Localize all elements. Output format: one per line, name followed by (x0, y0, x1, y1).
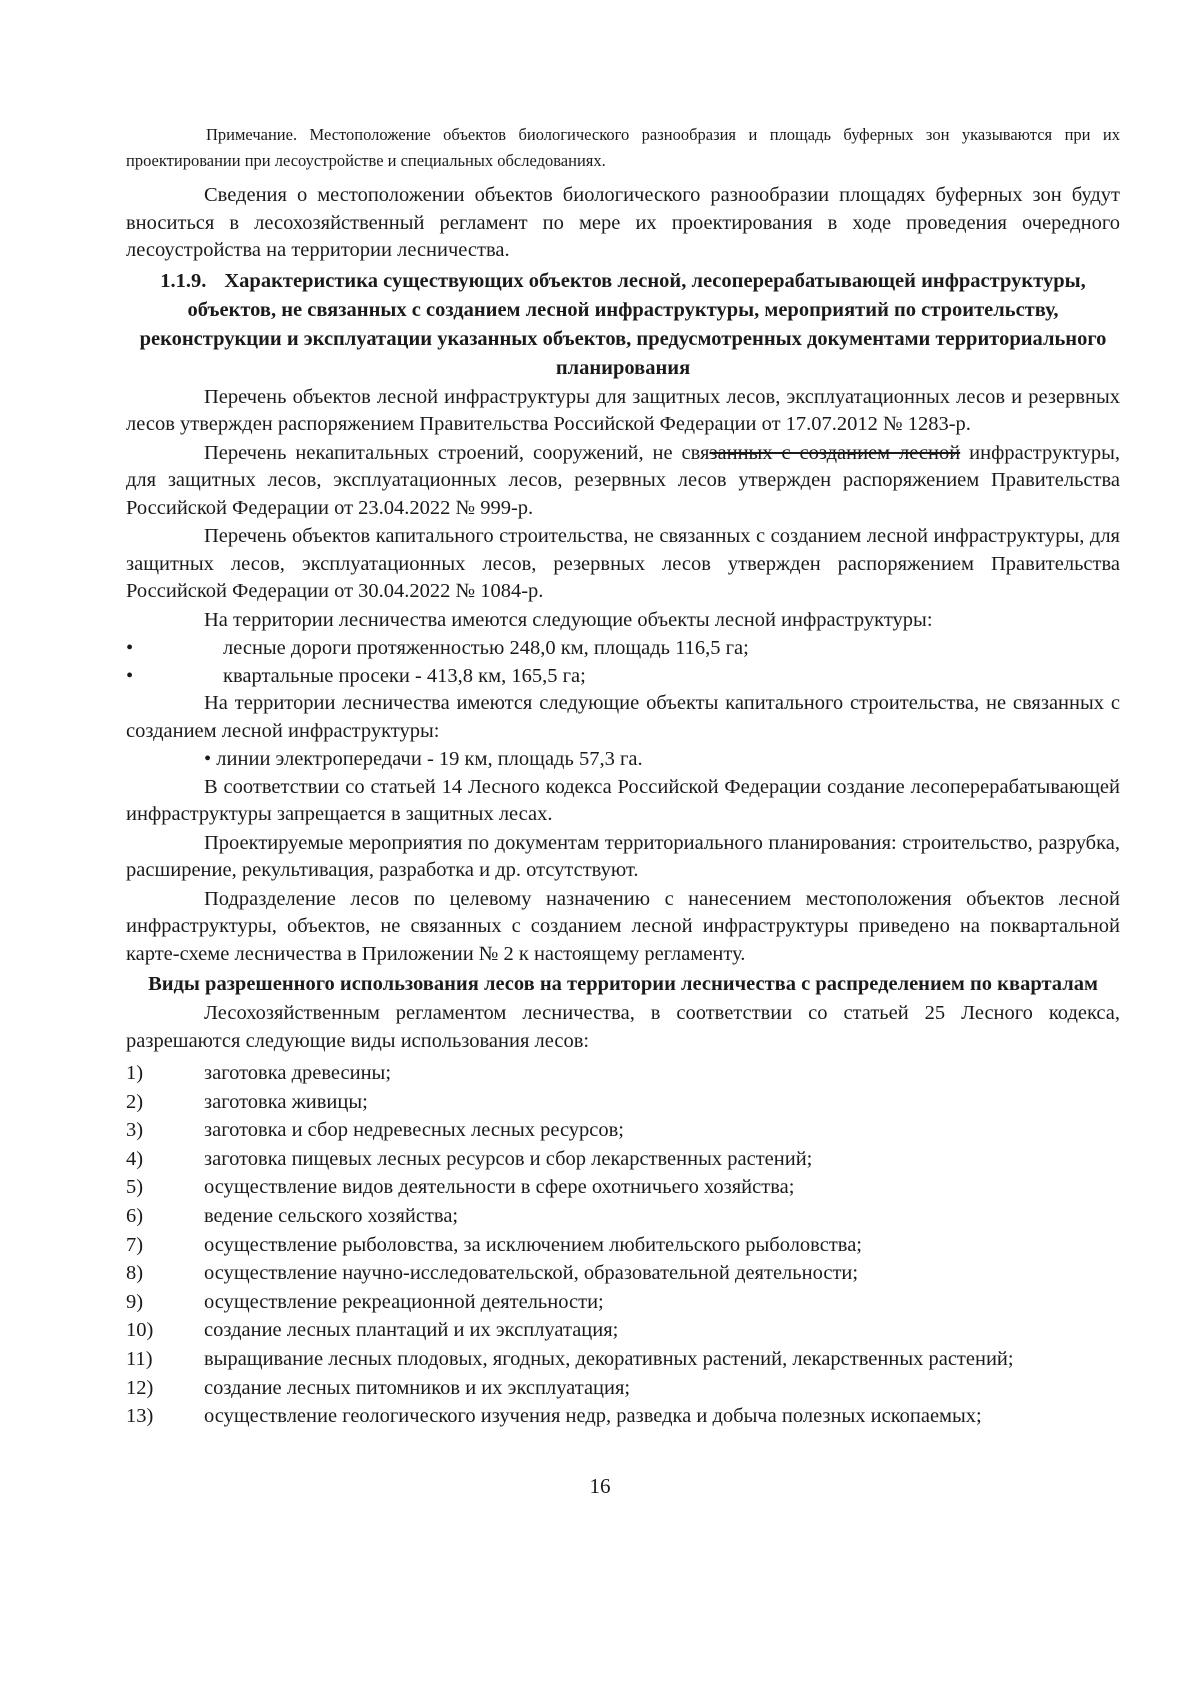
list-item-number: 6) (126, 1204, 144, 1227)
list-item-number: 3) (126, 1119, 144, 1142)
paragraph-territory-infra: На территории лесничества имеются следующие объекты лесной инфраструктуры: (204, 608, 933, 631)
paragraph-forest-infra-list: Перечень объектов лесной инфраструктуры для защитных лесов, эксплуатационных лесов и резервных лесов утвержден распоряжением Правительства Российской Федерации от 17.07.2012 № 1283-р. (126, 385, 1120, 435)
list-item (126, 1288, 1120, 1317)
list-item-number: 9) (126, 1290, 144, 1313)
list-item-number: 1) (126, 1062, 144, 1084)
list-item-text: создание лесных питомников и их эксплуатация; (204, 1376, 631, 1399)
list-item-text: создание лесных плантаций и их эксплуатация; (204, 1319, 619, 1342)
list-item-text: заготовка и сбор недревесных лесных ресурсов; (204, 1119, 624, 1142)
paragraph-planned-measures: Проектируемые мероприятия по документам территориального планирования: строительство, разрубка, расширение, рекультивация, разработка и др. отсутствуют. (126, 831, 1120, 881)
list-item (126, 1173, 1120, 1202)
list-item-text: осуществление геологического изучения недр, разведка и добыча полезных ископаемых; (204, 1405, 982, 1428)
infra-bullet-item (126, 635, 1120, 663)
bullet-mark: • (126, 637, 134, 659)
section-heading (126, 267, 1120, 383)
list-item (126, 1231, 1120, 1260)
list-item-text: выращивание лесных плодовых, ягодных, декоративных растений, лекарственных растений; (204, 1347, 1014, 1370)
list-item-number: 10) (126, 1319, 154, 1342)
paragraph-subdivision: Подразделение лесов по целевому назначению с нанесением местоположения объектов лесной инфраструктуры, объектов, не связанных с созданием лесной инфраструктуры приведено на поквартальной карте-схеме лесничества в Приложении № 2 к настоящему регламенту. (126, 887, 1120, 965)
paragraph-territory-capital: На территории лесничества имеются следующие объекты капитального строительства, не связанных с созданием лесной инфраструктуры: (126, 692, 1120, 742)
list-item (126, 1374, 1120, 1403)
capital-item: • линии электропередачи - 19 км, площадь 57,3 га. (204, 748, 643, 770)
list-item-number: 13) (126, 1405, 154, 1428)
list-item (126, 1059, 1120, 1088)
page-number: 16 (589, 1474, 611, 1498)
list-item (126, 1259, 1120, 1288)
list-item-text: заготовка пищевых лесных ресурсов и сбор лекарственных растений; (204, 1147, 813, 1170)
paragraph-biodiversity: Сведения о местоположении объектов биологического разнообразии площадях буферных зон будут вноситься в лесохозяйственный регламент по мере их проектирования в ходе проведения очередного лесоустройства на территории лесничества. (126, 184, 1120, 261)
section-title: Характеристика существующих объектов лесной, лесоперерабатывающей инфраструктуры, объектов, не связанных с созданием лесной инфраструктуры, мероприятий по строительству, реконструкции и эксплуатации указанных объектов, предусмотренных документами территориального планирования (139, 269, 1107, 379)
list-item-number: 5) (126, 1176, 144, 1199)
uses-heading: Виды разрешенного использования лесов на территории лесничества с распределением по кварталам (148, 973, 1098, 995)
list-item-text: осуществление видов деятельности в сфере охотничьего хозяйства; (204, 1176, 795, 1199)
list-item-text: заготовка древесины; (204, 1062, 392, 1084)
list-item (126, 1088, 1120, 1117)
list-item-number: 7) (126, 1233, 144, 1256)
list-item-number: 12) (126, 1376, 154, 1399)
bullet-text: квартальные просеки - 413,8 км, 165,5 га; (223, 664, 586, 687)
list-item-number: 2) (126, 1090, 144, 1113)
bullet-text: лесные дороги протяженностью 248,0 км, площадь 116,5 га; (223, 637, 749, 659)
list-item-number: 4) (126, 1147, 144, 1170)
paragraph-capital-list: Перечень объектов капитального строительства, не связанных с созданием лесной инфраструктуры, для защитных лесов, эксплуатационных лесов, резервных лесов утвержден распоряжением Правительства Российской Федерации от 30.04.2022 № 1084-р. (126, 525, 1120, 602)
paragraph-article-25: Лесохозяйственным регламентом лесничества, в соответствии со статьей 25 Лесного кодекса, разрешаются следующие виды использования лесов: (126, 1002, 1120, 1052)
noncapital-text-end: инфраструктуры, для защитных лесов, эксплуатационных лесов, резервных лесов утвержден распоряжением Правительства Российской Федерации от 23.04.2022 № 999-р. (126, 441, 1121, 519)
list-item (126, 1202, 1120, 1231)
paragraph-article-14: В соответствии со статьей 14 Лесного кодекса Российской Федерации создание лесоперерабатывающей инфраструктуры запрещается в защитных лесах. (126, 775, 1120, 825)
section-number: 1.1.9. (160, 269, 207, 292)
bullet-mark: • (126, 664, 134, 687)
list-item (126, 1316, 1120, 1345)
list-item-number: 8) (126, 1262, 144, 1285)
list-item (126, 1145, 1120, 1174)
uses-list (126, 1059, 1120, 1431)
paragraph-noncapital-list (126, 440, 1120, 523)
noncapital-struck-text: занных с созданием лесной (709, 441, 961, 464)
note: Примечание. Местоположение объектов биологического разнообразия и площадь буферных зон указываются при их проектировании при лесоустройстве и специальных обследованиях. (126, 125, 1120, 170)
noncapital-text-start: Перечень некапитальных строений, сооружений, не свя (204, 441, 710, 464)
list-item (126, 1345, 1120, 1374)
document-page (126, 122, 1120, 1431)
list-item-text: ведение сельского хозяйства; (204, 1204, 459, 1227)
list-item (126, 1116, 1120, 1145)
infra-bullet-item (126, 663, 1120, 691)
list-item-text: осуществление рыболовства, за исключением любительского рыболовства; (204, 1233, 863, 1256)
list-item-text: осуществление рекреационной деятельности; (204, 1290, 604, 1313)
list-item-text: заготовка живицы; (204, 1090, 368, 1113)
list-item (126, 1402, 1120, 1431)
list-item-text: осуществление научно-исследовательской, образовательной деятельности; (204, 1262, 859, 1285)
list-item-number: 11) (126, 1347, 153, 1370)
